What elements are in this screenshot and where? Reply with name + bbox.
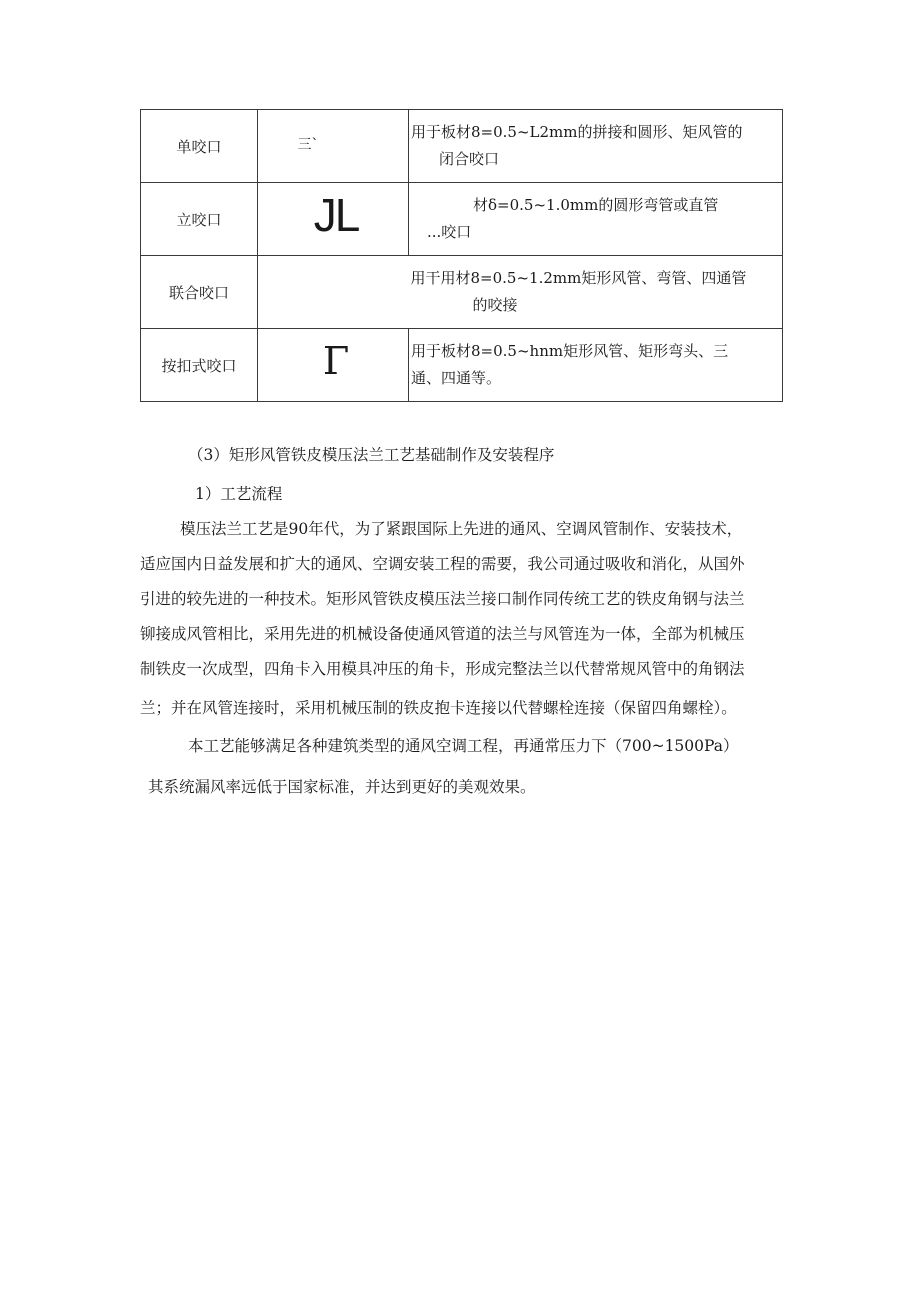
seam-types-table: [140, 109, 783, 402]
seam-symbol: Γ: [322, 339, 350, 383]
seam-name: 联合咬口: [141, 256, 258, 329]
paragraph-line: 其系统漏风率远低于国家标准，并达到更好的美观效果。: [148, 778, 536, 796]
paragraph-line: 引进的较先进的一种技术。矩形风管铁皮模压法兰接口制作同传统工艺的铁皮角钢与法兰: [140, 590, 745, 608]
paragraph-line: 适应国内日益发展和扩大的通风、空调安装工程的需要，我公司通过吸收和消化，从国外: [140, 555, 745, 573]
paragraph-line: 模压法兰工艺是90年代，为了紧跟国际上先进的通风、空调风管制作、安装技术，: [180, 520, 743, 538]
seam-description-line: 用干用材8=0.5~1.2mm矩形风管、弯管、四通管: [410, 269, 747, 287]
seam-description-line: 通、四通等。: [411, 369, 502, 387]
seam-symbol-cell: [258, 183, 409, 256]
seam-description: [409, 183, 783, 256]
paragraph-line: 兰；并在风管连接时，采用机械压制的铁皮抱卡连接以代替螺栓连接（保留四角螺栓）。: [140, 699, 737, 717]
seam-name: 立咬口: [141, 183, 258, 256]
paragraph-line: 铆接成风管相比，采用先进的机械设备使通风管道的法兰与风管连为一体，全部为机械压: [140, 625, 745, 643]
seam-symbol-cell: [258, 329, 409, 402]
section-heading: （3）矩形风管铁皮模压法兰工艺基础制作及安装程序: [188, 446, 555, 464]
seam-symbol-cell: [258, 110, 409, 183]
subsection-heading: 1）工艺流程: [195, 485, 283, 503]
seam-description-line: 材δ=0.5~1.0mm的圆形弯管或直管: [473, 196, 719, 214]
table-row: [141, 110, 783, 183]
seam-symbol: JL: [313, 189, 359, 241]
seam-description-line: 闭合咬口: [439, 150, 500, 168]
seam-description: [409, 256, 783, 329]
seam-description: [409, 110, 783, 183]
seam-description-line: ...咬口: [427, 223, 472, 241]
paragraph-line: 本工艺能够满足各种建筑类型的通风空调工程，再通常压力下（700~1500Pa）: [188, 737, 739, 755]
seam-description-line: 用于板材8=0.5~hnm矩形风管、矩形弯头、三: [411, 342, 729, 360]
seam-name: 单咬口: [141, 110, 258, 183]
table-row: [141, 329, 783, 402]
seam-symbol: 三`: [297, 137, 319, 153]
seam-description-line: 的咬接: [472, 296, 518, 314]
seam-symbol-cell: [258, 256, 409, 329]
table-row: [141, 256, 783, 329]
seam-description: [409, 329, 783, 402]
seam-name: 按扣式咬口: [141, 329, 258, 402]
table-row: [141, 183, 783, 256]
paragraph-line: 制铁皮一次成型，四角卡入用模具冲压的角卡，形成完整法兰以代替常规风管中的角钢法: [140, 660, 745, 678]
seam-description-line: 用于板材8=0.5~L2mm的拼接和圆形、矩风管的: [411, 123, 743, 141]
